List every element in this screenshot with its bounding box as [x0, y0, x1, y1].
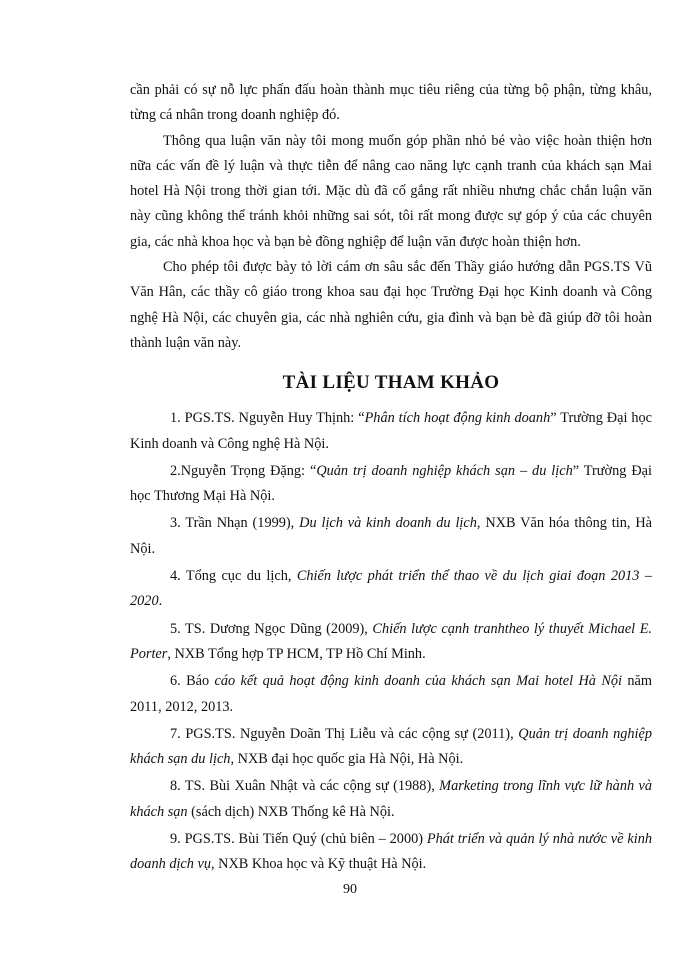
reference-item — [130, 774, 652, 825]
reference-author: 8. TS. Bùi Xuân Nhật và các cộng sự (1988), — [170, 778, 440, 795]
reference-title: cáo kết quả hoạt động kinh doanh của khách sạn Mai hotel Hà Nội — [214, 673, 622, 690]
reference-title: Du lịch và kinh doanh du lịch — [299, 515, 477, 532]
paragraph-purpose: Thông qua luận văn này tôi mong muốn góp phần nhỏ bé vào việc hoàn thiện hơn nữa các vấn đề lý luận và thực tiễn để nâng cao năng lực cạnh tranh của khách sạn Mai hotel Hà Nội trong thời gian tới. Mặc dù đã cố gắng rất nhiều nhưng chắc chắn luận văn này cũng không thể tránh khỏi những sai sót, tôi rất mong được sự góp ý của các chuyên gia, các nhà khoa học và bạn bè đồng nghiệp để luận văn được hoàn thiện hơn. — [130, 132, 652, 250]
reference-publisher: , NXB Văn hóa thông tin, Hà Nội. — [130, 515, 653, 557]
reference-item — [130, 511, 652, 562]
reference-list — [130, 406, 652, 877]
reference-item — [130, 722, 652, 773]
reference-author: 5. TS. Dương Ngọc Dũng (2009), — [170, 620, 373, 637]
reference-author: 4. Tổng cục du lịch, — [170, 568, 297, 585]
reference-title: Quản trị doanh nghiệp khách sạn du lịch — [130, 725, 653, 768]
reference-item — [130, 617, 652, 668]
reference-publisher: (sách dịch) NXB Thống kê Hà Nội. — [187, 803, 395, 820]
reference-title: Marketing trong lĩnh vực lữ hành và khách sạn — [130, 778, 652, 820]
reference-author: 3. Trần Nhạn (1999), — [170, 515, 300, 532]
references-heading: TÀI LIỆU THAM KHẢO — [282, 372, 500, 394]
reference-item — [130, 564, 652, 615]
reference-publisher: ” Trường Đại học Thương Mại Hà Nội. — [130, 462, 652, 505]
reference-title: Phân tích hoạt động kinh doanh — [364, 410, 551, 427]
reference-title: Chiến lược phát triển thể thao về du lịch giai đoạn 2013 – 2020 — [130, 568, 653, 610]
reference-publisher: , NXB Tổng hợp TP HCM, TP Hồ Chí Minh. — [167, 645, 426, 662]
reference-author: 2.Nguyễn Trọng Đặng: “ — [170, 462, 317, 479]
reference-item — [130, 459, 652, 510]
reference-publisher: , NXB đại học quốc gia Hà Nội, Hà Nội. — [230, 751, 464, 768]
reference-item — [130, 669, 652, 720]
page-content — [130, 78, 652, 880]
reference-author: 6. Báo — [170, 673, 215, 690]
reference-publisher: năm 2011, 2012, 2013. — [130, 673, 652, 715]
reference-title: Phát triển và quản lý nhà nước về kinh doanh dịch vụ — [130, 831, 652, 873]
reference-title: Chiến lược cạnh tranhtheo lý thuyết Michael E. Porter — [130, 620, 652, 662]
paragraph-continued: cần phải có sự nỗ lực phấn đấu hoàn thành mục tiêu riêng của từng bộ phận, từng khâu, từng cá nhân trong doanh nghiệp đó. — [130, 82, 652, 124]
reference-author: 9. PGS.TS. Bùi Tiến Quý (chủ biên – 2000) — [170, 831, 427, 848]
reference-item — [130, 827, 652, 878]
reference-publisher: . — [158, 593, 163, 610]
paragraph-acknowledgement: Cho phép tôi được bày tỏ lời cám ơn sâu sắc đến Thầy giáo hướng dẫn PGS.TS Vũ Văn Hân, các thầy cô giáo trong khoa sau đại học Trường Đại học Kinh doanh và Công nghệ Hà Nội, các chuyên gia, các nhà nghiên cứu, gia đình và bạn bè đã giúp đỡ tôi hoàn thành luận văn này. — [130, 259, 652, 351]
reference-item — [130, 406, 652, 457]
reference-title: Quản trị doanh nghiệp khách sạn – du lịch — [316, 462, 573, 479]
reference-publisher: , NXB Khoa học và Kỹ thuật Hà Nội. — [211, 856, 427, 873]
page-number: 90 — [343, 882, 357, 897]
reference-author: 7. PGS.TS. Nguyễn Doãn Thị Liễu và các cộng sự (2011), — [170, 725, 519, 742]
reference-author: 1. PGS.TS. Nguyễn Huy Thịnh: “ — [170, 410, 365, 427]
reference-publisher: ” Trường Đại học Kinh doanh và Công nghệ Hà Nội. — [130, 410, 653, 452]
